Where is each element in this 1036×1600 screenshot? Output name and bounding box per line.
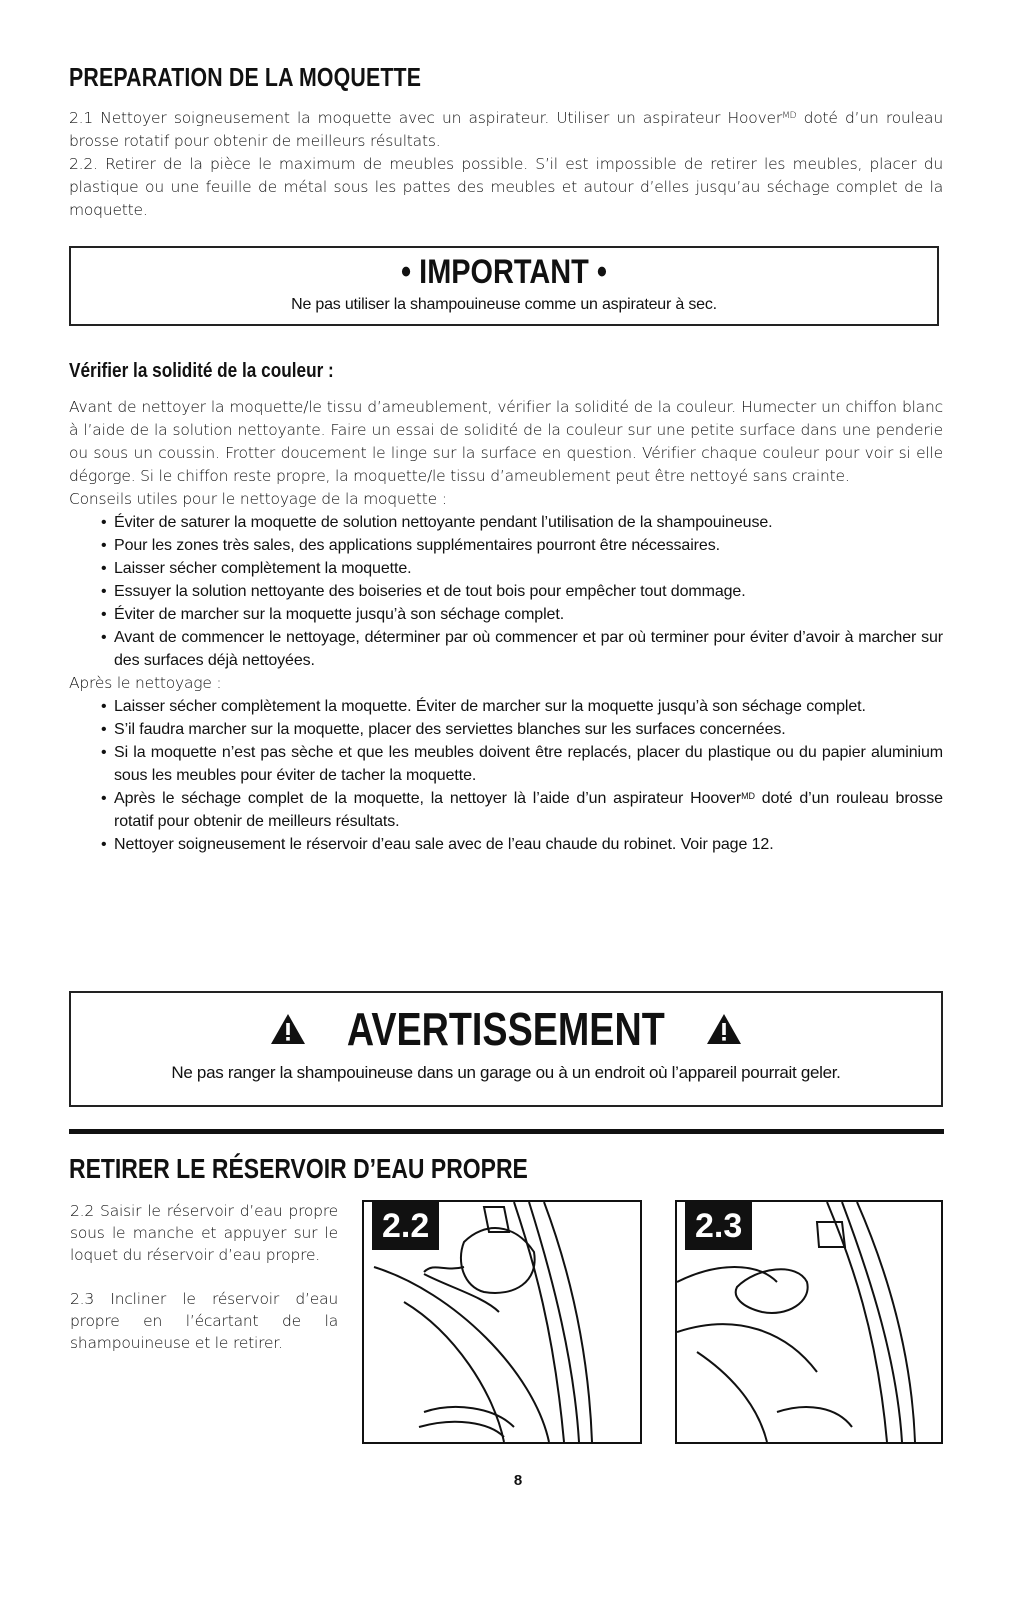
after-item: • S’il faudra marcher sur la moquette, placer des serviettes blanches sur les surfaces concernées. (101, 718, 943, 741)
step-2-2-text: 2.2 Saisir le réservoir d’eau propre sous le manche et appuyer sur le loquet du réservoir d’eau propre. (70, 1202, 338, 1264)
tip-item: • Essuyer la solution nettoyante des boiseries et de tout bois pour empêcher tout dommage. (101, 580, 943, 603)
p1-end-text: doté d’un rouleau brosse rotatif pour obtenir de meilleurs résultats. (69, 109, 943, 150)
step-2-3-text: 2.3 Incliner le réservoir d’eau propre en l’écartant de la shampouineuse et le retirer. (70, 1290, 338, 1352)
warning-text: Ne pas ranger la shampouineuse dans un garage ou à un endroit où l’appareil pourrait geler. (171, 1063, 841, 1082)
important-box (69, 246, 939, 326)
illustration-tilt-tank (677, 1202, 941, 1442)
trademark-sup: MD (741, 791, 755, 801)
tips-label: Conseils utiles pour le nettoyage de la moquette : (69, 490, 447, 508)
section-title-remove-tank: RETIRER LE RÉSERVOIR D’EAU PROPRE (69, 1153, 528, 1184)
section-divider (69, 1129, 944, 1134)
after-item (101, 787, 943, 833)
section1-text (69, 107, 943, 222)
warning-triangle-icon (270, 1013, 306, 1045)
page-number: 8 (513, 1472, 523, 1489)
section-title-colorfastness: Vérifier la solidité de la couleur : (69, 360, 334, 382)
figure-2-3 (675, 1200, 943, 1444)
important-title: • IMPORTANT • (401, 253, 607, 291)
tip-item: • Laisser sécher complètement la moquette. (101, 557, 943, 580)
tip-item: • Éviter de saturer la moquette de solution nettoyante pendant l’utilisation de la shampouineuse. (101, 511, 943, 534)
tip-item: • Avant de commencer le nettoyage, déterminer par où commencer et par où terminer pour éviter d’avoir à marcher sur des surfaces déjà nettoyées. (101, 626, 943, 672)
paragraph-2-2: 2.2. Retirer de la pièce le maximum de meubles possible. S’il est impossible de retirer les meubles, placer du plastique ou une feuille de métal sous les pattes des meubles et autour d’elles jusqu’au séchage complet de la moquette. (69, 155, 943, 219)
after4-text: Après le séchage complet de la moquette, la nettoyer là l’aide d’un aspirateur Hoover (114, 790, 742, 807)
trademark-sup: MD (782, 111, 797, 121)
after4-end-text: doté d’un rouleau brosse rotatif pour obtenir de meilleurs résultats. (114, 790, 943, 830)
warning-triangle-icon (706, 1013, 742, 1045)
figure-label: 2.2 (372, 1202, 439, 1250)
section-title-preparation: PREPARATION DE LA MOQUETTE (69, 62, 422, 92)
figure-label: 2.3 (685, 1202, 752, 1250)
important-text: Ne pas utiliser la shampouineuse comme un aspirateur à sec. (291, 296, 717, 313)
after-label: Après le nettoyage : (69, 674, 222, 692)
after-item: • Nettoyer soigneusement le réservoir d’eau sale avec de l’eau chaude du robinet. Voir page 12. (101, 833, 943, 856)
tip-item: • Pour les zones très sales, des applications supplémentaires pourront être nécessaires. (101, 534, 943, 557)
after-list (69, 695, 943, 856)
after-item: • Laisser sécher complètement la moquette. Éviter de marcher sur la moquette jusqu’à son séchage complet. (101, 695, 943, 718)
tip-item: • Éviter de marcher sur la moquette jusqu’à son séchage complet. (101, 603, 943, 626)
after-item: • Si la moquette n’est pas sèche et que les meubles doivent être replacés, placer du plastique ou du papier aluminium sous les meubles pour éviter de tacher la moquette. (101, 741, 943, 787)
p1-text: 2.1 Nettoyer soigneusement la moquette avec un aspirateur. Utiliser un aspirateur Hoover (69, 109, 783, 127)
section2-body (69, 396, 943, 856)
steps-column (70, 1200, 338, 1376)
illustration-hand-tank-latch (364, 1202, 640, 1442)
tips-list (69, 511, 943, 672)
warning-title: AVERTISSEMENT (347, 1003, 665, 1055)
warning-header (71, 1003, 941, 1055)
paragraph-2-1 (69, 107, 943, 153)
figure-2-2 (362, 1200, 642, 1444)
colorfastness-intro: Avant de nettoyer la moquette/le tissu d’ameublement, vérifier la solidité de la couleur. Humecter un chiffon blanc à l’aide de la solution nettoyante. Faire un essai de solidité de la couleur sur une petite surface dans une penderie ou sous un coussin. Frotter doucement le linge sur la surface en question. Vérifier chaque couleur pour voir si elle dégorge. Si le chiffon reste propre, la moquette/le tissu d’ameublement peut être nettoyé sans crainte. (69, 398, 943, 485)
warning-box (69, 991, 943, 1107)
